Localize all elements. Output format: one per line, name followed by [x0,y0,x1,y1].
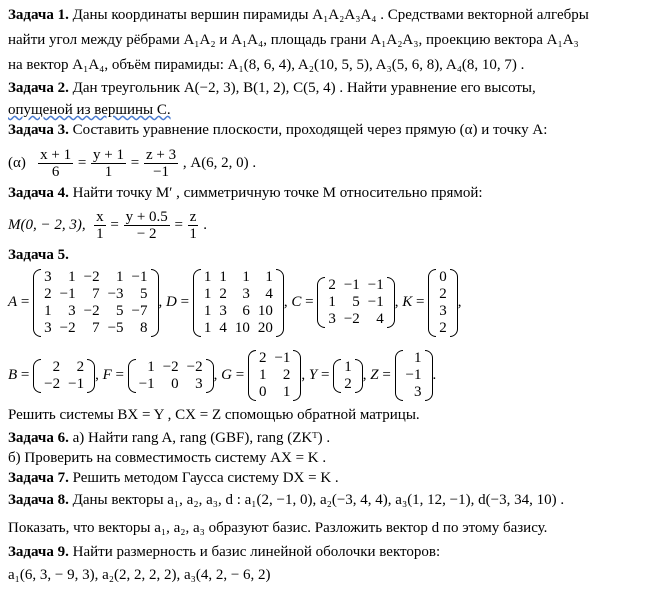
matrix-f-cell: −2 [162,358,179,375]
matrix-g [248,350,301,401]
matrix-a-cell: −7 [131,302,148,319]
matrix-f-cell: 1 [147,358,155,375]
task4-frac-z: $\frac{z}{1}$ [189,209,197,243]
matrix-z-cell: 3 [414,384,422,401]
matrix-a-cell: 3 [44,319,52,336]
task4-frac-y: $\frac{y + 0.5}{- 2}$ [125,209,168,243]
matrix-d [193,269,284,337]
task8-label: Задача 8. [8,492,69,508]
task1-text3: на вектор A₁A₄, объём пирамиды: A₁(8, 6, 4), A₂(10, 5, 5), A₃(5, 6, 8), A₄(8, 10, 7) . [8,57,525,73]
matrix-y-cell: 2 [344,375,352,392]
matrix-b-cell: −1 [68,375,85,392]
matrix-a-cell: 2 [44,285,52,302]
task7-text1: Решить методом Гаусса систему DX = K . [72,470,339,486]
task2-text1: Дан треугольник A(−2, 3), B(1, 2), C(5, 4) . Найти уравнение его высоты, [72,80,536,96]
matrix-d-cell: 3 [242,285,250,302]
task3-equation: (α) $\frac{x + 1}{6}$ = $\frac{y + 1}{1}$ = $\frac{z + 3}{-1}$ , A(6, 2, 0) . [8,147,257,181]
task4-equation: M(0, − 2, 3), $\frac{x}{1}$ = $\frac{y + 0.5}{- 2}$ = $\frac{z}{1}$ . [8,209,207,243]
task3-line1 [8,121,547,139]
task3-point: , A(6, 2, 0) . [182,155,257,171]
task3-label: Задача 3. [8,122,69,138]
matrix-a-cell: 7 [92,319,100,336]
matrix-f [128,359,214,393]
matrix-z [395,350,433,401]
matrix-z-cell: −1 [405,367,422,384]
matrix-a-cell: −1 [59,285,76,302]
matrix-f-cell: −1 [138,375,155,392]
task3-alpha: (α) [8,155,26,171]
matrix-a-cell: 5 [116,302,124,319]
matrix-a-cell: 1 [116,268,124,285]
matrix-g-cell: 2 [258,350,267,367]
matrix-b-cell: −2 [44,375,61,392]
task2-text2: опущеной из вершины С. [8,102,171,118]
matrix-c-cell: 2 [328,277,336,294]
matrix-d-cell: 4 [265,285,273,302]
matrix-d-cell: 10 [234,319,250,336]
matrix-d-cell: 6 [242,302,250,319]
matrix-y-cell: 1 [344,358,352,375]
task9-text2: a₁(6, 3, − 9, 3), a₂(2, 2, 2, 2), a₃(4, 2, − 6, 2) [8,567,271,583]
matrix-g-cell: 1 [258,367,267,384]
task4-frac-x: $\frac{x}{1}$ [96,209,104,243]
matrix-d-cell: 1 [242,268,250,285]
matrix-k-cell: 3 [439,302,447,319]
matrix-f-cell: −2 [186,358,203,375]
task7-label: Задача 7. [8,470,69,486]
matrix-c-cell: −1 [367,277,384,294]
task3-frac-y: $\frac{y + 1}{1}$ [93,147,125,181]
matrix-k-cell: 2 [439,285,447,302]
task5-line1 [8,246,69,264]
matrix-g-cell: 1 [282,384,291,401]
matrix-k-cell: 2 [439,319,447,336]
matrix-g-cell: −1 [274,350,291,367]
matrix-a-cell: 7 [92,285,100,302]
task6-text2: б) Проверить на совместимость систему AX = K . [8,450,327,466]
matrix-c-cell: −1 [367,294,384,311]
matrix-d-cell: 2 [219,285,227,302]
task6-line2 [8,449,326,467]
matrix-k-cell: 0 [439,268,447,285]
task3-frac-z: $\frac{z + 3}{-1}$ [145,147,177,181]
matrix-d-cell: 1 [203,302,212,319]
task9-label: Задача 9. [8,544,69,560]
task4-point: M(0, − 2, 3), [8,217,86,233]
matrix-c-cell: −2 [343,311,360,328]
matrix-f-cell: 3 [195,375,203,392]
task8-line2 [8,519,547,537]
matrix-a-cell: 3 [68,302,76,319]
matrix-d-cell: 10 [257,302,273,319]
task4-text1: Найти точку M′ , симметричную точке M относительно прямой: [72,185,483,201]
task8-line1 [8,491,564,509]
task5-solve [8,406,420,424]
matrix-d-cell: 1 [203,285,212,302]
matrix-y [333,359,363,393]
task1-label: Задача 1. [8,7,69,23]
task8-text2: Показать, что векторы a₁, a₂, a₃ образуют базис. Разложить вектор d по этому базису. [8,520,548,536]
task3-frac-x: $\frac{x + 1}{6}$ [40,147,72,181]
matrix-g-cell: 0 [258,384,267,401]
matrix-a-cell: −2 [59,319,76,336]
matrix-d-cell: 20 [257,319,273,336]
matrix-d-cell: 1 [203,268,212,285]
task7-line1 [8,469,339,487]
matrix-d-cell: 3 [219,302,227,319]
matrix-b [33,359,95,393]
matrix-a-cell: 3 [44,268,52,285]
task9-text1: Найти размерность и базис линейной оболочки векторов: [72,544,441,560]
matrix-k [428,269,458,337]
matrix-a-cell: 1 [44,302,52,319]
matrix-d-cell: 1 [219,268,227,285]
task6-text1: а) Найти rang A, rang (GBF), rang (ZKᵀ) . [72,430,331,446]
matrix-f-cell: 0 [171,375,179,392]
matrix-a [33,269,158,337]
matrix-c-cell: −1 [343,277,360,294]
task1-line2 [8,31,579,49]
task5-matrices-row1: A = 3 1 −2 1 −1 2 −1 7 −3 5 1 3 −2 5 −7 3 −2 7 −5 8 , D = 1 1 1 1 1 2 3 4 1 3 6 10 1 4 10 20 , C = 2 −1 −1 1 5 −1 3 −2 4 , K = 0 2 3 2 , [8,268,462,336]
task4-label: Задача 4. [8,185,69,201]
task3-text1: Составить уравнение плоскости, проходящей через прямую (α) и точку А: [72,122,548,138]
matrix-a-cell: −2 [83,302,100,319]
task2-line2 [8,101,171,119]
matrix-a-cell: 1 [68,268,76,285]
matrix-g-cell: 2 [282,367,291,384]
matrix-c-cell: 3 [328,311,336,328]
matrix-c [317,277,394,328]
matrix-z-cell: 1 [414,350,422,367]
matrix-c-cell: 5 [352,294,360,311]
task5-solve-text: Решить системы BX = Y , CX = Z спомощью обратной матрицы. [8,407,420,423]
matrix-a-cell: 5 [140,285,148,302]
matrix-a-cell: −1 [131,268,148,285]
matrix-a-cell: −3 [107,285,124,302]
matrix-d-cell: 4 [219,319,227,336]
task2-line1 [8,79,536,97]
matrix-c-cell: 1 [328,294,336,311]
matrix-d-cell: 1 [203,319,212,336]
task8-text1: Даны векторы a₁, a₂, a₃, d : a₁(2, −1, 0), a₂(−3, 4, 4), a₃(1, 12, −1), d(−3, 34, 10) . [72,492,565,508]
task4-line1 [8,184,483,202]
matrix-d-cell: 1 [265,268,273,285]
matrix-b-cell: 2 [76,358,85,375]
task5-matrices-row2: B = 2 2 −2 −1 , F = 1 −2 −2 −1 0 3 , G = 2 −1 1 2 0 1 , Y = 1 2 , Z = 1 −1 3 . [8,350,437,401]
matrix-a-cell: −5 [107,319,124,336]
task2-label: Задача 2. [8,80,69,96]
task5-label: Задача 5. [8,247,69,263]
task1-text1: Даны координаты вершин пирамиды A₁A₂A₃A₄ . Средствами векторной алгебры [72,7,589,23]
task1-text2: найти угол между рёбрами A₁A₂ и A₁A₄, площадь грани A₁A₂A₃, проекцию вектора A₁A₃ [8,32,579,48]
matrix-a-cell: 8 [140,319,148,336]
task6-line1 [8,429,330,447]
matrix-c-cell: 4 [376,311,384,328]
matrix-b-cell: 2 [52,358,61,375]
task6-label: Задача 6. [8,430,69,446]
task9-line2 [8,566,271,584]
task1-line1 [8,6,589,24]
task1-line3 [8,56,524,74]
matrix-a-cell: −2 [83,268,100,285]
task9-line1 [8,543,440,561]
